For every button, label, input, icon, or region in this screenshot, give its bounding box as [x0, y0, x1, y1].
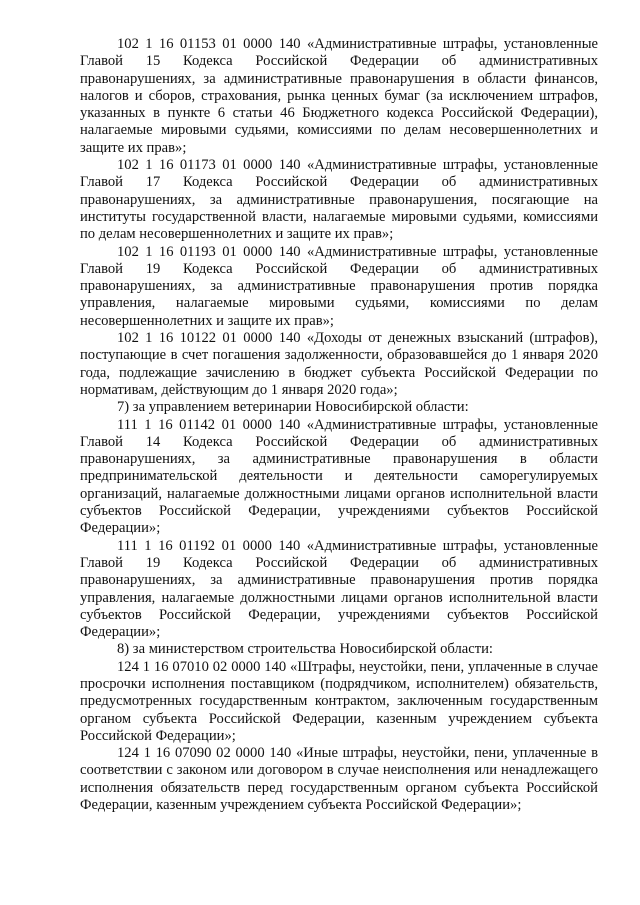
section-heading-veterinary: 7) за управлением ветеринарии Новосибирской области:: [117, 399, 469, 416]
paragraph-124-07010: 124 1 16 07010 02 0000 140 «Штрафы, неустойки, пени, уплаченные в случае просрочки исполнения поставщиком (подрядчиком, исполнителем) обязательств, предусмотренных государственным контрактом, заключенным государственным органом субъекта Российской Федерации, казенным учреждением субъекта Российской Федерации»;: [80, 658, 598, 744]
paragraph-102-10122: 102 1 16 10122 01 0000 140 «Доходы от денежных взысканий (штрафов), поступающие в счет погашения задолженности, образовавшейся до 1 января 2020 года, подлежащие зачислению в бюджет субъекта Российской Федерации по нормативам, действующим до 1 января 2020 года»;: [80, 330, 598, 398]
paragraph-111-01142: 111 1 16 01142 01 0000 140 «Административные штрафы, установленные Главой 14 Кодекса Российской Федерации об административных правонарушениях, за административные правонарушения в области предпринимательской деятельности и деятельности саморегулируемых организаций, налагаемые должностными лицами органов исполнительной власти субъектов Российской Федерации, учреждениями субъектов Российской Федерации»;: [80, 416, 598, 537]
section-heading-construction: 8) за министерством строительства Новосибирской области:: [117, 641, 493, 658]
paragraph-111-01192: 111 1 16 01192 01 0000 140 «Административные штрафы, установленные Главой 19 Кодекса Российской Федерации об административных правонарушениях, за административные правонарушения против порядка управления, налагаемые должностными лицами органов исполнительной власти субъектов Российской Федерации, учреждениями субъектов Российской Федерации»;: [80, 537, 598, 641]
paragraph-102-01193: 102 1 16 01193 01 0000 140 «Административные штрафы, установленные Главой 19 Кодекса Российской Федерации об административных правонарушениях, за административные правонарушения против порядка управления, налагаемые мировыми судьями, комиссиями по делам несовершеннолетних и защите их прав»;: [80, 243, 598, 329]
paragraph-102-01173: 102 1 16 01173 01 0000 140 «Административные штрафы, установленные Главой 17 Кодекса Российской Федерации об административных правонарушениях, за административные правонарушения, посягающие на институты государственной власти, налагаемые мировыми судьями, комиссиями по делам несовершеннолетних и защите их прав»;: [80, 157, 598, 243]
paragraph-102-01153: 102 1 16 01153 01 0000 140 «Административные штрафы, установленные Главой 15 Кодекса Российской Федерации об административных правонарушениях, за административные правонарушения в области финансов, налогов и сборов, страхования, рынка ценных бумаг (за исключением штрафов, указанных в пункте 6 статьи 46 Бюджетного кодекса Российской Федерации), налагаемые мировыми судьями, комиссиями по делам несовершеннолетних и защите их прав»;: [80, 36, 598, 156]
paragraph-124-07090: 124 1 16 07090 02 0000 140 «Иные штрафы, неустойки, пени, уплаченные в соответствии с законом или договором в случае неисполнения или ненадлежащего исполнения обязательств перед государственным органом субъекта Российской Федерации, казенным учреждением субъекта Российской Федерации»;: [80, 745, 598, 814]
